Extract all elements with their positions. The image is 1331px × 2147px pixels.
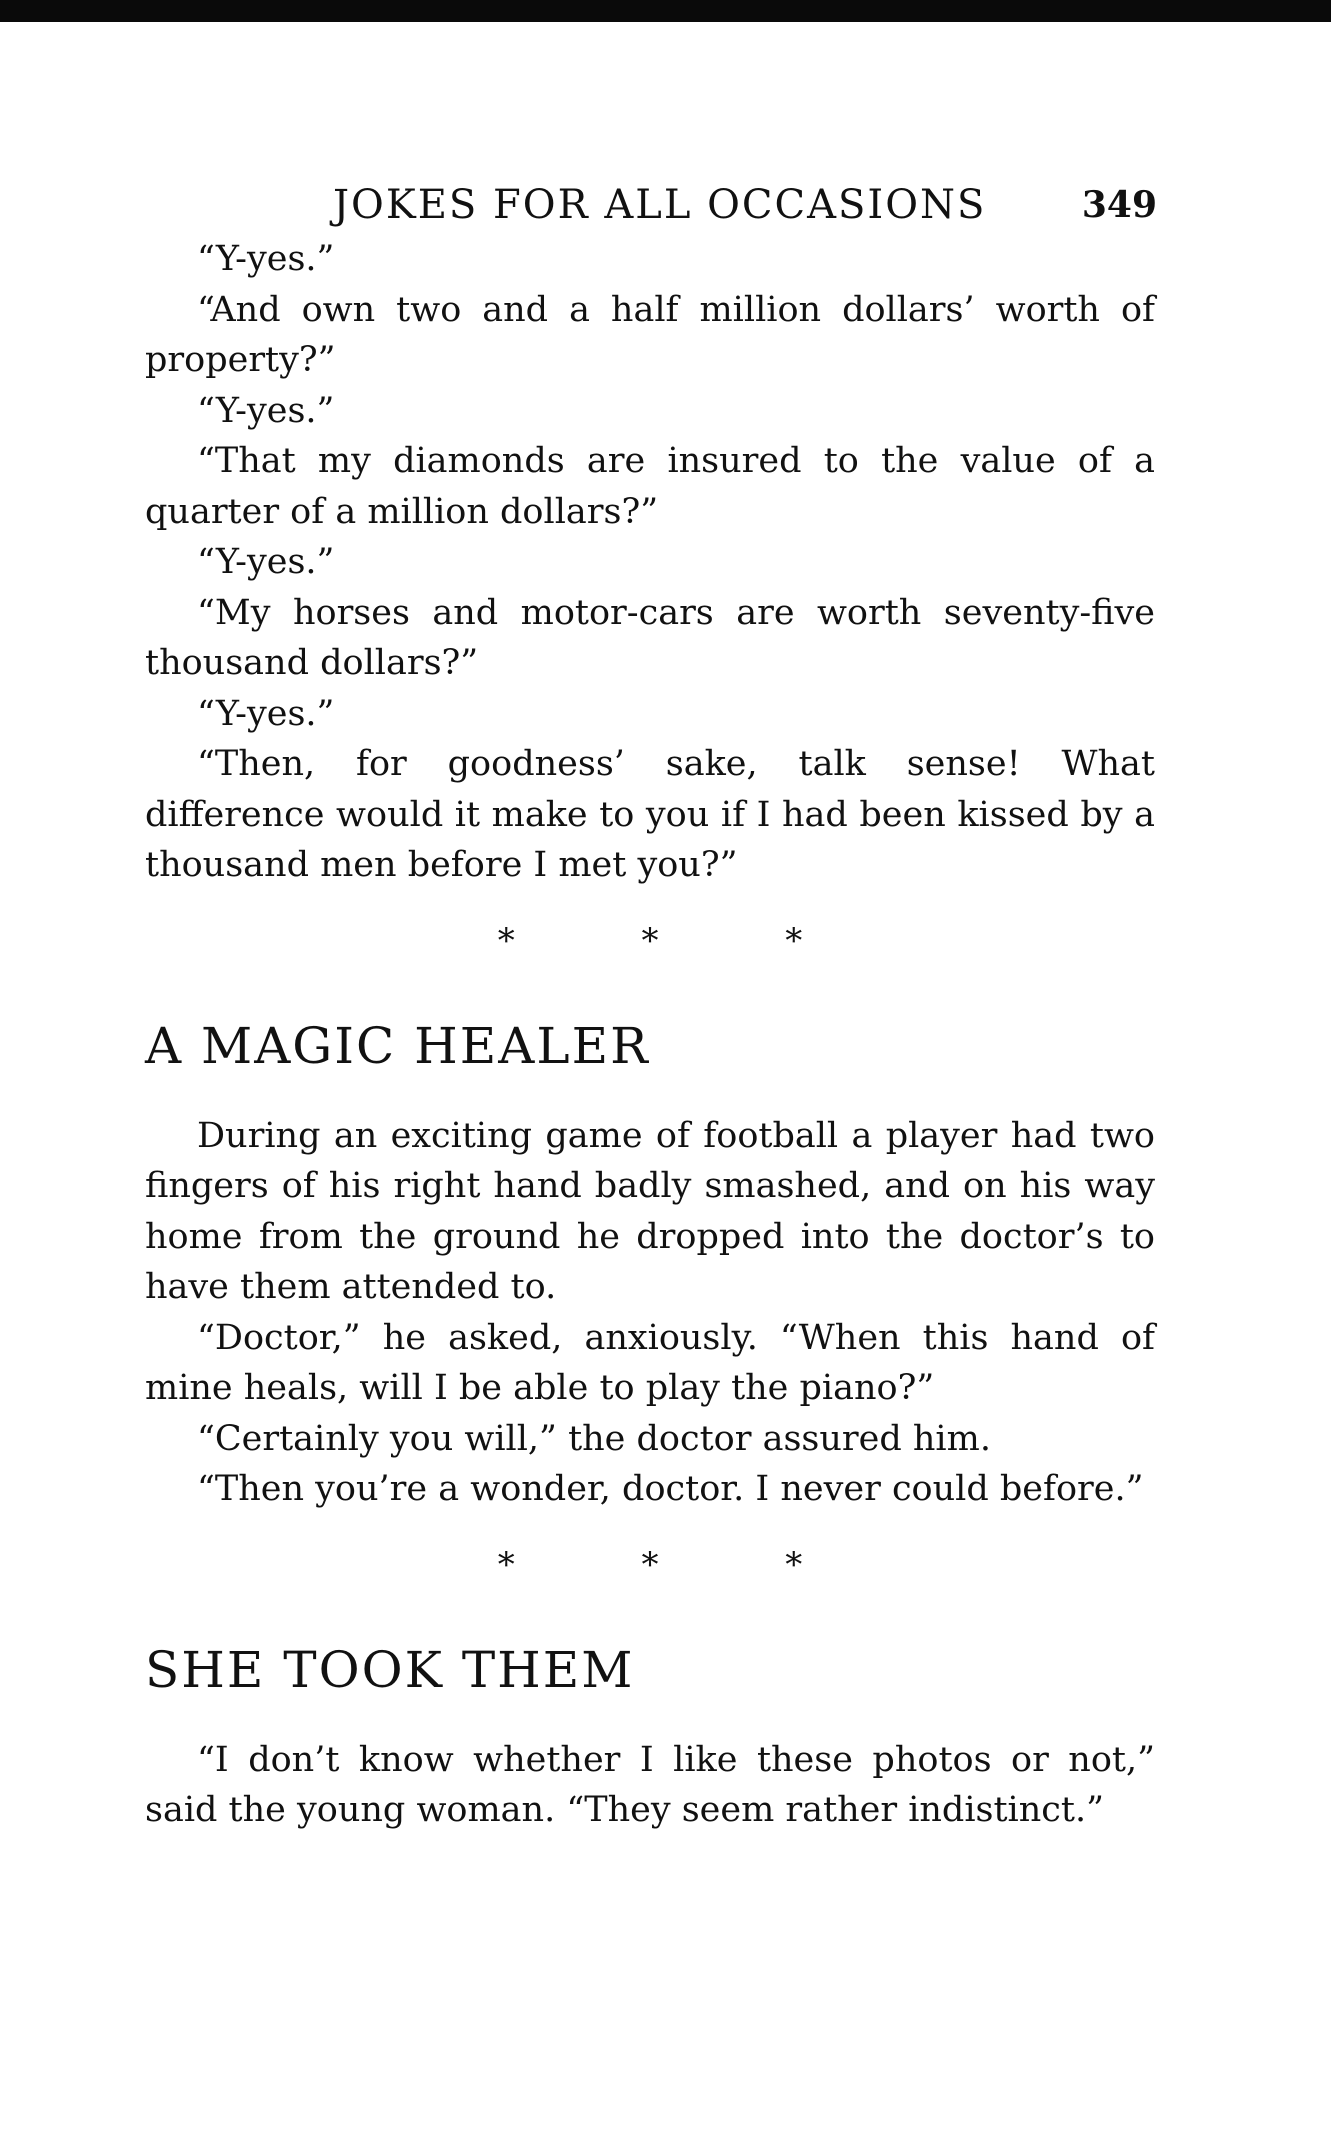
story-paragraph: “Then you’re a wonder, doctor. I never could before.” [197, 1469, 1144, 1509]
story-title-magic-healer: A MAGIC HEALER [145, 1016, 650, 1075]
dialogue-line: “Y-yes.” [197, 542, 335, 582]
dialogue-line: “And own two and a half million dollars’ worth of property?” [145, 289, 1155, 380]
running-title: JOKES FOR ALL OCCASIONS [333, 182, 987, 228]
story-paragraph: During an exciting game of football a player had two fingers of his right hand badly smashed, and on his way home from the ground he dropped into the doctor’s to have them attended to. [145, 1115, 1155, 1307]
dialogue-line: “Y-yes.” [197, 239, 335, 279]
dialogue-line: “That my diamonds are insured to the value of a quarter of a million dollars?” [145, 441, 1155, 532]
story-paragraph: “I don’t know whether I like these photos or not,” said the young woman. “They seem rather indistinct.” [145, 1739, 1155, 1830]
story-paragraph: “Doctor,” he asked, anxiously. “When this hand of mine heals, will I be able to play the piano?” [145, 1317, 1155, 1408]
dialogue-line: “My horses and motor-cars are worth seventy-five thousand dollars?” [145, 592, 1155, 683]
story-title-she-took-them: SHE TOOK THEM [145, 1640, 635, 1699]
section-separator: * * * [497, 1544, 861, 1585]
story-magic-healer [145, 1111, 1155, 1515]
story-paragraph: “Certainly you will,” the doctor assured him. [197, 1418, 991, 1459]
book-page [145, 160, 1155, 1836]
story-she-took-them [145, 1735, 1155, 1836]
dialogue-line: “Y-yes.” [197, 693, 335, 734]
continued-story [145, 234, 1155, 891]
scan-border-top [0, 0, 1331, 22]
dialogue-line: “Then, for goodness’ sake, talk sense! What difference would it make to you if I had been kissed by a thousand men before I met you?” [145, 744, 1155, 885]
dialogue-line: “Y-yes.” [197, 390, 335, 431]
page-number: 349 [1081, 184, 1157, 226]
section-separator: * * * [497, 920, 861, 961]
running-head [145, 160, 1157, 228]
